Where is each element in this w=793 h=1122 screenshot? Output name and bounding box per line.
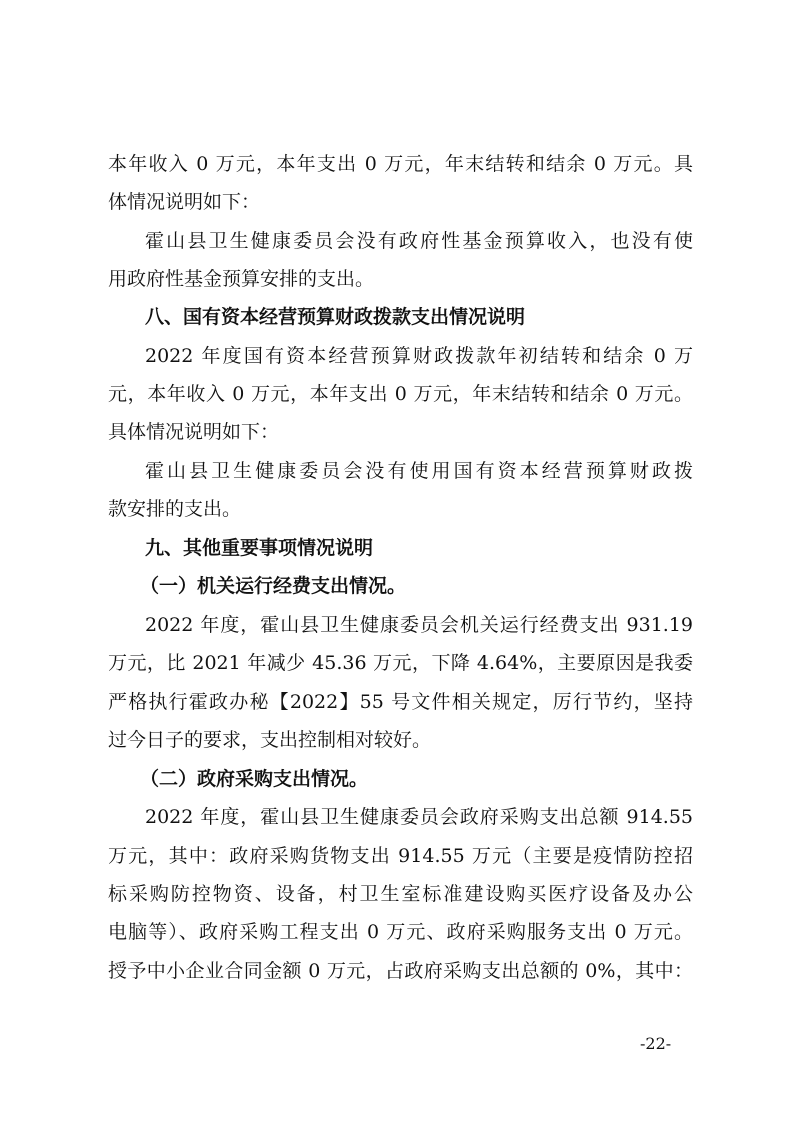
body-line: 过今日子的要求，支出控制相对较好。: [108, 729, 432, 751]
body-line: 2022 年度国有资本经营预算财政拨款年初结转和结余 0 万: [145, 345, 693, 367]
body-line: 2022 年度，霍山县卫生健康委员会政府采购支出总额 914.55: [145, 806, 693, 828]
page-number: -22-: [640, 1034, 672, 1053]
body-line: 霍山县卫生健康委员会没有政府性基金预算收入，也没有使: [145, 230, 693, 252]
subsection-heading: （一）机关运行经费支出情况。: [140, 575, 407, 597]
body-line: 电脑等）、政府采购工程支出 0 万元、政府采购服务支出 0 万元。: [108, 921, 693, 943]
subsection-heading: （二）政府采购支出情况。: [140, 768, 369, 790]
body-line: 本年收入 0 万元，本年支出 0 万元，年末结转和结余 0 万元。具: [108, 153, 693, 175]
body-line: 元，本年收入 0 万元，本年支出 0 万元，年末结转和结余 0 万元。: [108, 383, 693, 405]
body-line: 体情况说明如下：: [108, 191, 261, 213]
body-line: 款安排的支出。: [108, 498, 242, 520]
body-line: 具体情况说明如下：: [108, 421, 280, 443]
body-line: 霍山县卫生健康委员会没有使用国有资本经营预算财政拨: [145, 460, 693, 482]
section-heading: 八、国有资本经营预算财政拨款支出情况说明: [145, 306, 526, 328]
body-line: 万元，其中：政府采购货物支出 914.55 万元（主要是疫情防控招: [108, 845, 693, 867]
body-line: 标采购防控物资、设备，村卫生室标准建设购买医疗设备及办公: [108, 883, 693, 905]
body-line: 授予中小企业合同金额 0 万元，占政府采购支出总额的 0%，其中：: [108, 960, 693, 982]
body-line: 严格执行霍政办秘【2022】55 号文件相关规定，厉行节约，坚持: [108, 691, 693, 713]
section-heading: 九、其他重要事项情况说明: [145, 537, 374, 559]
body-line: 2022 年度，霍山县卫生健康委员会机关运行经费支出 931.19: [145, 614, 693, 636]
body-line: 万元，比 2021 年减少 45.36 万元，下降 4.64%，主要原因是我委: [108, 652, 693, 674]
body-line: 用政府性基金预算安排的支出。: [108, 268, 375, 290]
